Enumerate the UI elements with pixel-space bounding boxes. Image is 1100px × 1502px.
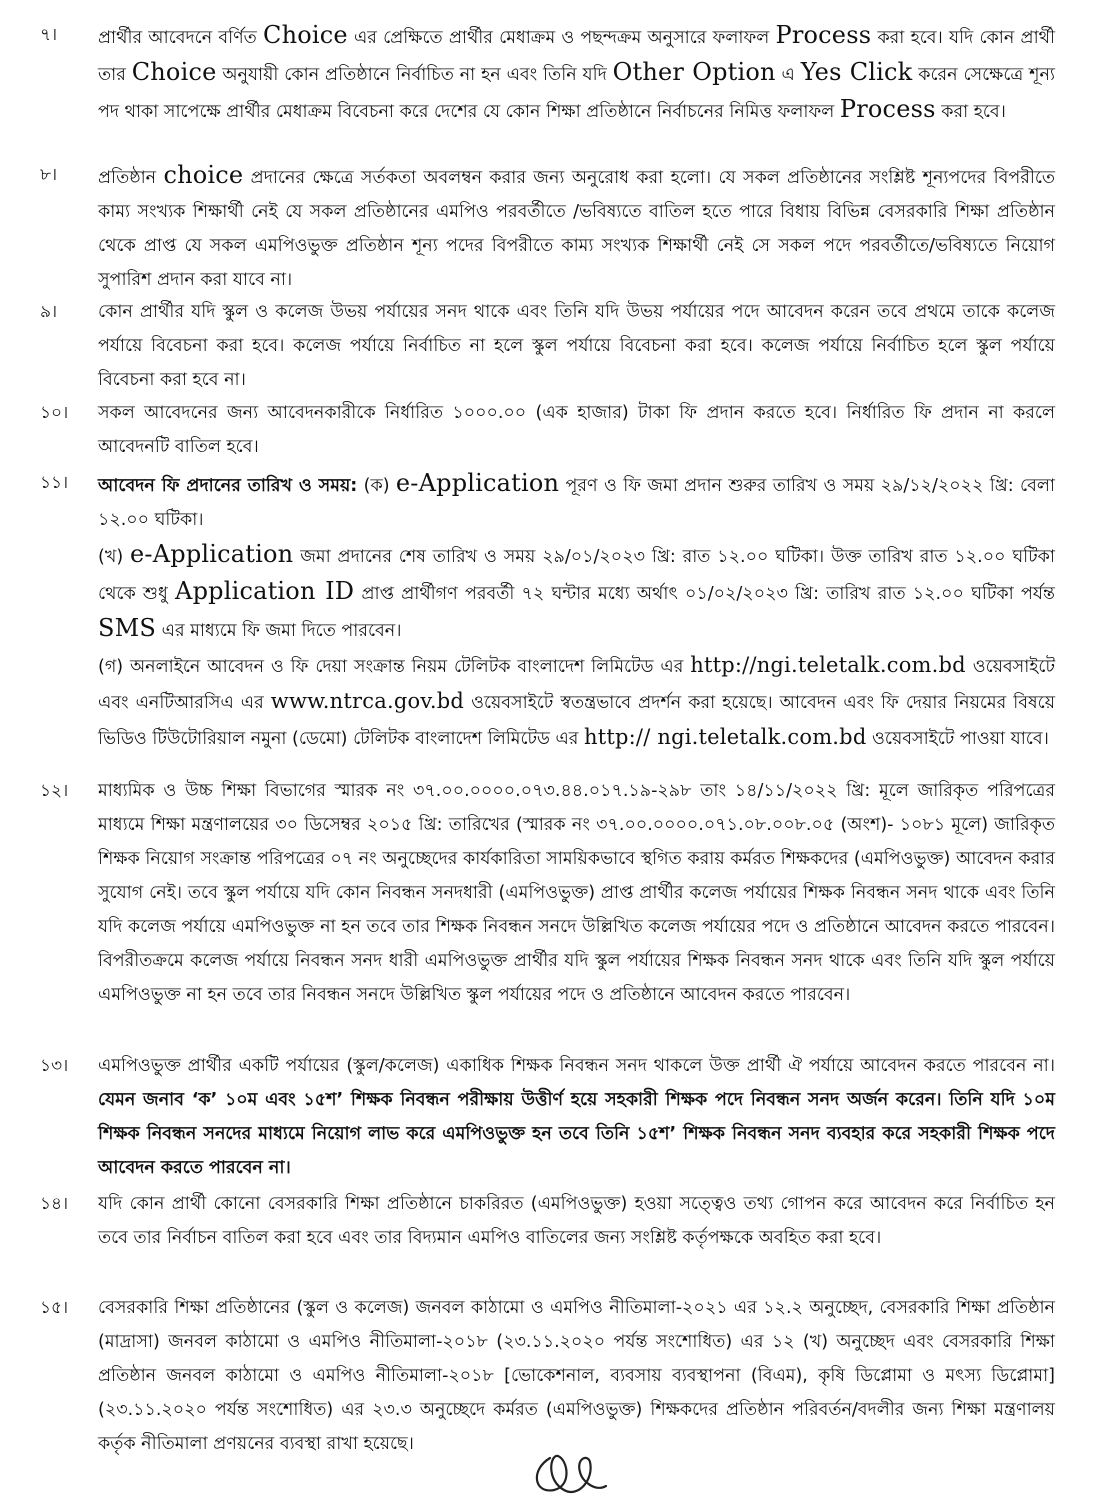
clause-15 [40, 1291, 1055, 1461]
latin-term: e-Application [395, 469, 560, 497]
emphasis-text: যেমন জনাব ‘ক’ ১০ম এবং ১৫শ’ শিক্ষক নিবন্ধন পরীক্ষায় উত্তীর্ণ হয়ে সহকারী শিক্ষক পদে নিবন্ধন সনদ অর্জন করেন। তিনি যদি ১০ম শিক্ষক নিবন্ধন সনদের মাধ্যমে নিয়োগ লাভ করে এমপিওভুক্ত হন তবে তিনি ১৫শ’ শিক্ষক নিবন্ধন সনদ ব্যবহার করে সহকারী শিক্ষক পদে আবেদন করতে পারবেন না। [98, 1090, 1055, 1178]
clause-number: ৭। [40, 25, 58, 45]
latin-term: Application ID [175, 577, 355, 605]
latin-term: choice [163, 161, 244, 189]
clause-number: ১৪। [40, 1194, 69, 1214]
latin-term: Process [775, 21, 872, 49]
clause-number: ৮। [40, 165, 58, 185]
clause-text: প্রতিষ্ঠান choice প্রদানের ক্ষেত্রে সর্তকতা অবলম্বন করার জন্য অনুরোধ করা হলো। যে সকল প্রতিষ্ঠানের সংশ্লিষ্ট শূন্যপদের বিপরীতে কাম্য সংখ্যক শিক্ষার্থী নেই যে সকল প্রতিষ্ঠানের এমপিও পরবর্তীতে /ভবিষ্যতে বাতিল হতে পারে বিধায় বিভিন্ন বেসরকারি শিক্ষা প্রতিষ্ঠান থেকে প্রাপ্ত যে সকল এমপিওভুক্ত প্রতিষ্ঠান শূন্য পদের বিপরীতে কাম্য সংখ্যক শিক্ষার্থী নেই সে সকল পদে পরবর্তীতে/ভবিষ্যতে নিয়োগ সুপারিশ প্রদান করা যাবে না। [98, 161, 1055, 290]
clause-12 [40, 774, 1055, 1012]
clause-number: ১০। [40, 403, 69, 423]
latin-term: Process [839, 95, 936, 123]
clause-number: ১৫। [40, 1298, 69, 1318]
latin-term: Choice [263, 21, 348, 49]
clause-text: এমপিওভুক্ত প্রার্থীর একটি পর্যায়ের (স্কুল/কলেজ) একাধিক শিক্ষক নিবন্ধন সনদ থাকলে উক্ত প্রার্থী ঐ পর্যায়ে আবেদন করতে পারবেন না। যেমন জনাব ‘ক’ ১০ম এবং ১৫শ’ শিক্ষক নিবন্ধন পরীক্ষায় উত্তীর্ণ হয়ে সহকারী শিক্ষক পদে নিবন্ধন সনদ অর্জন করেন। তিনি যদি ১০ম শিক্ষক নিবন্ধন সনদের মাধ্যমে নিয়োগ লাভ করে এমপিওভুক্ত হন তবে তিনি ১৫শ’ শিক্ষক নিবন্ধন সনদ ব্যবহার করে সহকারী শিক্ষক পদে আবেদন করতে পারবেন না। [98, 1056, 1055, 1178]
clause-7 [40, 18, 1055, 129]
clause-number: ১৩। [40, 1056, 69, 1076]
clause-13 [40, 1049, 1055, 1185]
clause-number: ৯। [40, 302, 58, 322]
clause-number: ১২। [40, 781, 69, 801]
clause-text: সকল আবেদনের জন্য আবেদনকারীকে নির্ধারিত ১০০০.০০ (এক হাজার) টাকা ফি প্রদান করতে হবে। নির্ধারিত ফি প্রদান না করলে আবেদনটি বাতিল হবে। [98, 403, 1055, 457]
handwritten-signature [520, 1450, 610, 1502]
clause-text: যদি কোন প্রার্থী কোনো বেসরকারি শিক্ষা প্রতিষ্ঠানে চাকরিরত (এমপিওভুক্ত) হওয়া সত্ত্বেও তথ্য গোপন করে আবেদন করে নির্বাচিত হন তবে তার নির্বাচন বাতিল করা হবে এবং তার বিদ্যমান এমপিও বাতিলের জন্য সংশ্লিষ্ট কর্তৃপক্ষকে অবহিত করা হবে। [98, 1194, 1055, 1248]
clause-9 [40, 295, 1055, 397]
clause-text: বেসরকারি শিক্ষা প্রতিষ্ঠানের (স্কুল ও কলেজ) জনবল কাঠামো ও এমপিও নীতিমালা-২০২১ এর ১২.২ অনুচ্ছেদ, বেসরকারি শিক্ষা প্রতিষ্ঠান (মাদ্রাসা) জনবল কাঠামো ও এমপিও নীতিমালা-২০১৮ (২৩.১১.২০২০ পর্যন্ত সংশোধিত) এর ১২ (খ) অনুচ্ছেদ এবং বেসরকারি শিক্ষা প্রতিষ্ঠান জনবল কাঠামো ও এমপিও নীতিমালা-২০১৮ [ভোকেশনাল, ব্যবসায় ব্যবস্থাপনা (বিএম), কৃষি ডিপ্লোমা ও মৎস্য ডিপ্লোমা] (২৩.১১.২০২০ পর্যন্ত সংশোধিত) এর ২৩.৩ অনুচ্ছেদে কর্মরত (এমপিওভুক্ত) শিক্ষকদের প্রতিষ্ঠান পরিবর্তন/বদলীর জন্য শিক্ষা মন্ত্রণালয় কর্তৃক নীতিমালা প্রণয়নের ব্যবস্থা রাখা হয়েছে। [98, 1298, 1055, 1454]
clause-11 [40, 466, 1055, 756]
clause-11-ga: (গ) অনলাইনে আবেদন ও ফি দেয়া সংক্রান্ত নিয়ম টেলিটক বাংলাদেশ লিমিটেড এর http://ngi.teletalk.com.bd ওয়েবসাইটে এবং এনটিআরসিএ এর www.ntrca.gov.bd ওয়েবসাইটে স্বতন্ত্রভাবে প্রদর্শন করা হয়েছে। আবেদন এবং ফি দেয়ার নিয়মের বিষয়ে ভিডিও টিউটোরিয়াল নমুনা (ডেমো) টেলিটক বাংলাদেশ লিমিটেড এর http:// ngi.teletalk.com.bd ওয়েবসাইটে পাওয়া যাবে। [98, 653, 1055, 749]
latin-term: Yes Click [800, 58, 913, 86]
emphasis-text: আবেদন ফি প্রদানের তারিখ ও সময়: [98, 476, 358, 496]
website-url: http://ngi.teletalk.com.bd [690, 653, 966, 677]
clause-text: মাধ্যমিক ও উচ্চ শিক্ষা বিভাগের স্মারক নং ৩৭.০০.০০০০.০৭৩.৪৪.০১৭.১৯-২৯৮ তাং ১৪/১১/২০২২ খ্রি: মূলে জারিকৃত পরিপত্রের মাধ্যমে শিক্ষা মন্ত্রণালয়ের ৩০ ডিসেম্বর ২০১৫ খ্রি: তারিখের (স্মারক নং ৩৭.০০.০০০০.০৭১.০৮.০০৮.০৫ (অংশ)- ১০৮১ মূলে) জারিকৃত শিক্ষক নিয়োগ সংক্রান্ত পরিপত্রের ০৭ নং অনুচ্ছেদের কার্যকারিতা সাময়িকভাবে স্থগিত করায় কর্মরত শিক্ষকদের (এমপিওভুক্ত) আবেদন করার সুযোগ নেই। তবে স্কুল পর্যায়ে যদি কোন নিবন্ধন সনদধারী (এমপিওভুক্ত) প্রাপ্ত প্রার্থীর কলেজ পর্যায়ের শিক্ষক নিবন্ধন সনদ থাকে এবং তিনি যদি কলেজ পর্যায়ে এমপিওভুক্ত না হন তবে তার শিক্ষক নিবন্ধন সনদে উল্লিখিত কলেজ পর্যায়ের পদে ও প্রতিষ্ঠানে আবেদন করতে পারবেন। বিপরীতক্রমে কলেজ পর্যায়ে নিবন্ধন সনদ ধারী এমপিওভুক্ত প্রার্থীর যদি স্কুল পর্যায়ের শিক্ষক নিবন্ধন সনদ থাকে এবং তিনি যদি স্কুল পর্যায়ে এমপিওভুক্ত না হন তবে তার নিবন্ধন সনদে উল্লিখিত স্কুল পর্যায়ের পদে ও প্রতিষ্ঠানে আবেদন করতে পারবেন। [98, 781, 1055, 1005]
clause-number: ১১। [40, 473, 69, 493]
clause-text: কোন প্রার্থীর যদি স্কুল ও কলেজ উভয় পর্যায়ের সনদ থাকে এবং তিনি যদি উভয় পর্যায়ের পদে আবেদন করেন তবে প্রথমে তাকে কলেজ পর্যায়ে বিবেচনা করা হবে। কলেজ পর্যায়ে নির্বাচিত না হলে স্কুল পর্যায়ে বিবেচনা করা হবে। কলেজ পর্যায়ে নির্বাচিত হলে স্কুল পর্যায়ে বিবেচনা করা হবে না। [98, 302, 1055, 390]
clause-8 [40, 158, 1055, 297]
clause-text: প্রার্থীর আবেদনে বর্ণিত Choice এর প্রেক্ষিতে প্রার্থীর মেধাক্রম ও পছন্দক্রম অনুসারে ফলাফল Process করা হবে। যদি কোন প্রার্থী তার Choice অনুযায়ী কোন প্রতিষ্ঠানে নির্বাচিত না হন এবং তিনি যদি Other Option এ Yes Click করেন সেক্ষেত্রে শূন্য পদ থাকা সাপেক্ষে প্রার্থীর মেধাক্রম বিবেচনা করে দেশের যে কোন শিক্ষা প্রতিষ্ঠানে নির্বাচনের নিমিত্ত ফলাফল Process করা হবে। [98, 21, 1055, 123]
latin-term: Other Option [612, 58, 776, 86]
website-url: http:// ngi.teletalk.com.bd [584, 725, 867, 749]
latin-term: SMS [98, 614, 157, 642]
clause-text [98, 466, 1055, 756]
clause-14 [40, 1187, 1055, 1255]
latin-term: e-Application [130, 540, 294, 568]
website-url: www.ntrca.gov.bd [270, 689, 465, 713]
latin-term: Choice [131, 58, 217, 86]
clause-11-kha: (খ) e-Application জমা প্রদানের শেষ তারিখ ও সময় ২৯/০১/২০২৩ খ্রি: রাত ১২.০০ ঘটিকা। উক্ত তারিখ রাত ১২.০০ ঘটিকা থেকে শুধু Application ID প্রাপ্ত প্রার্থীগণ পরবর্তী ৭২ ঘন্টার মধ্যে অর্থাৎ ০১/০২/২০২৩ খ্রি: তারিখ রাত ১২.০০ ঘটিকা পর্যন্ত SMS এর মাধ্যমে ফি জমা দিতে পারবেন। [98, 540, 1055, 642]
clause-10 [40, 396, 1055, 464]
clause-11-ka: আবেদন ফি প্রদানের তারিখ ও সময়: (ক) e-Application পূরণ ও ফি জমা প্রদান শুরুর তারিখ ও সময় ২৯/১২/২০২২ খ্রি: বেলা ১২.০০ ঘটিকা। [98, 469, 1056, 530]
